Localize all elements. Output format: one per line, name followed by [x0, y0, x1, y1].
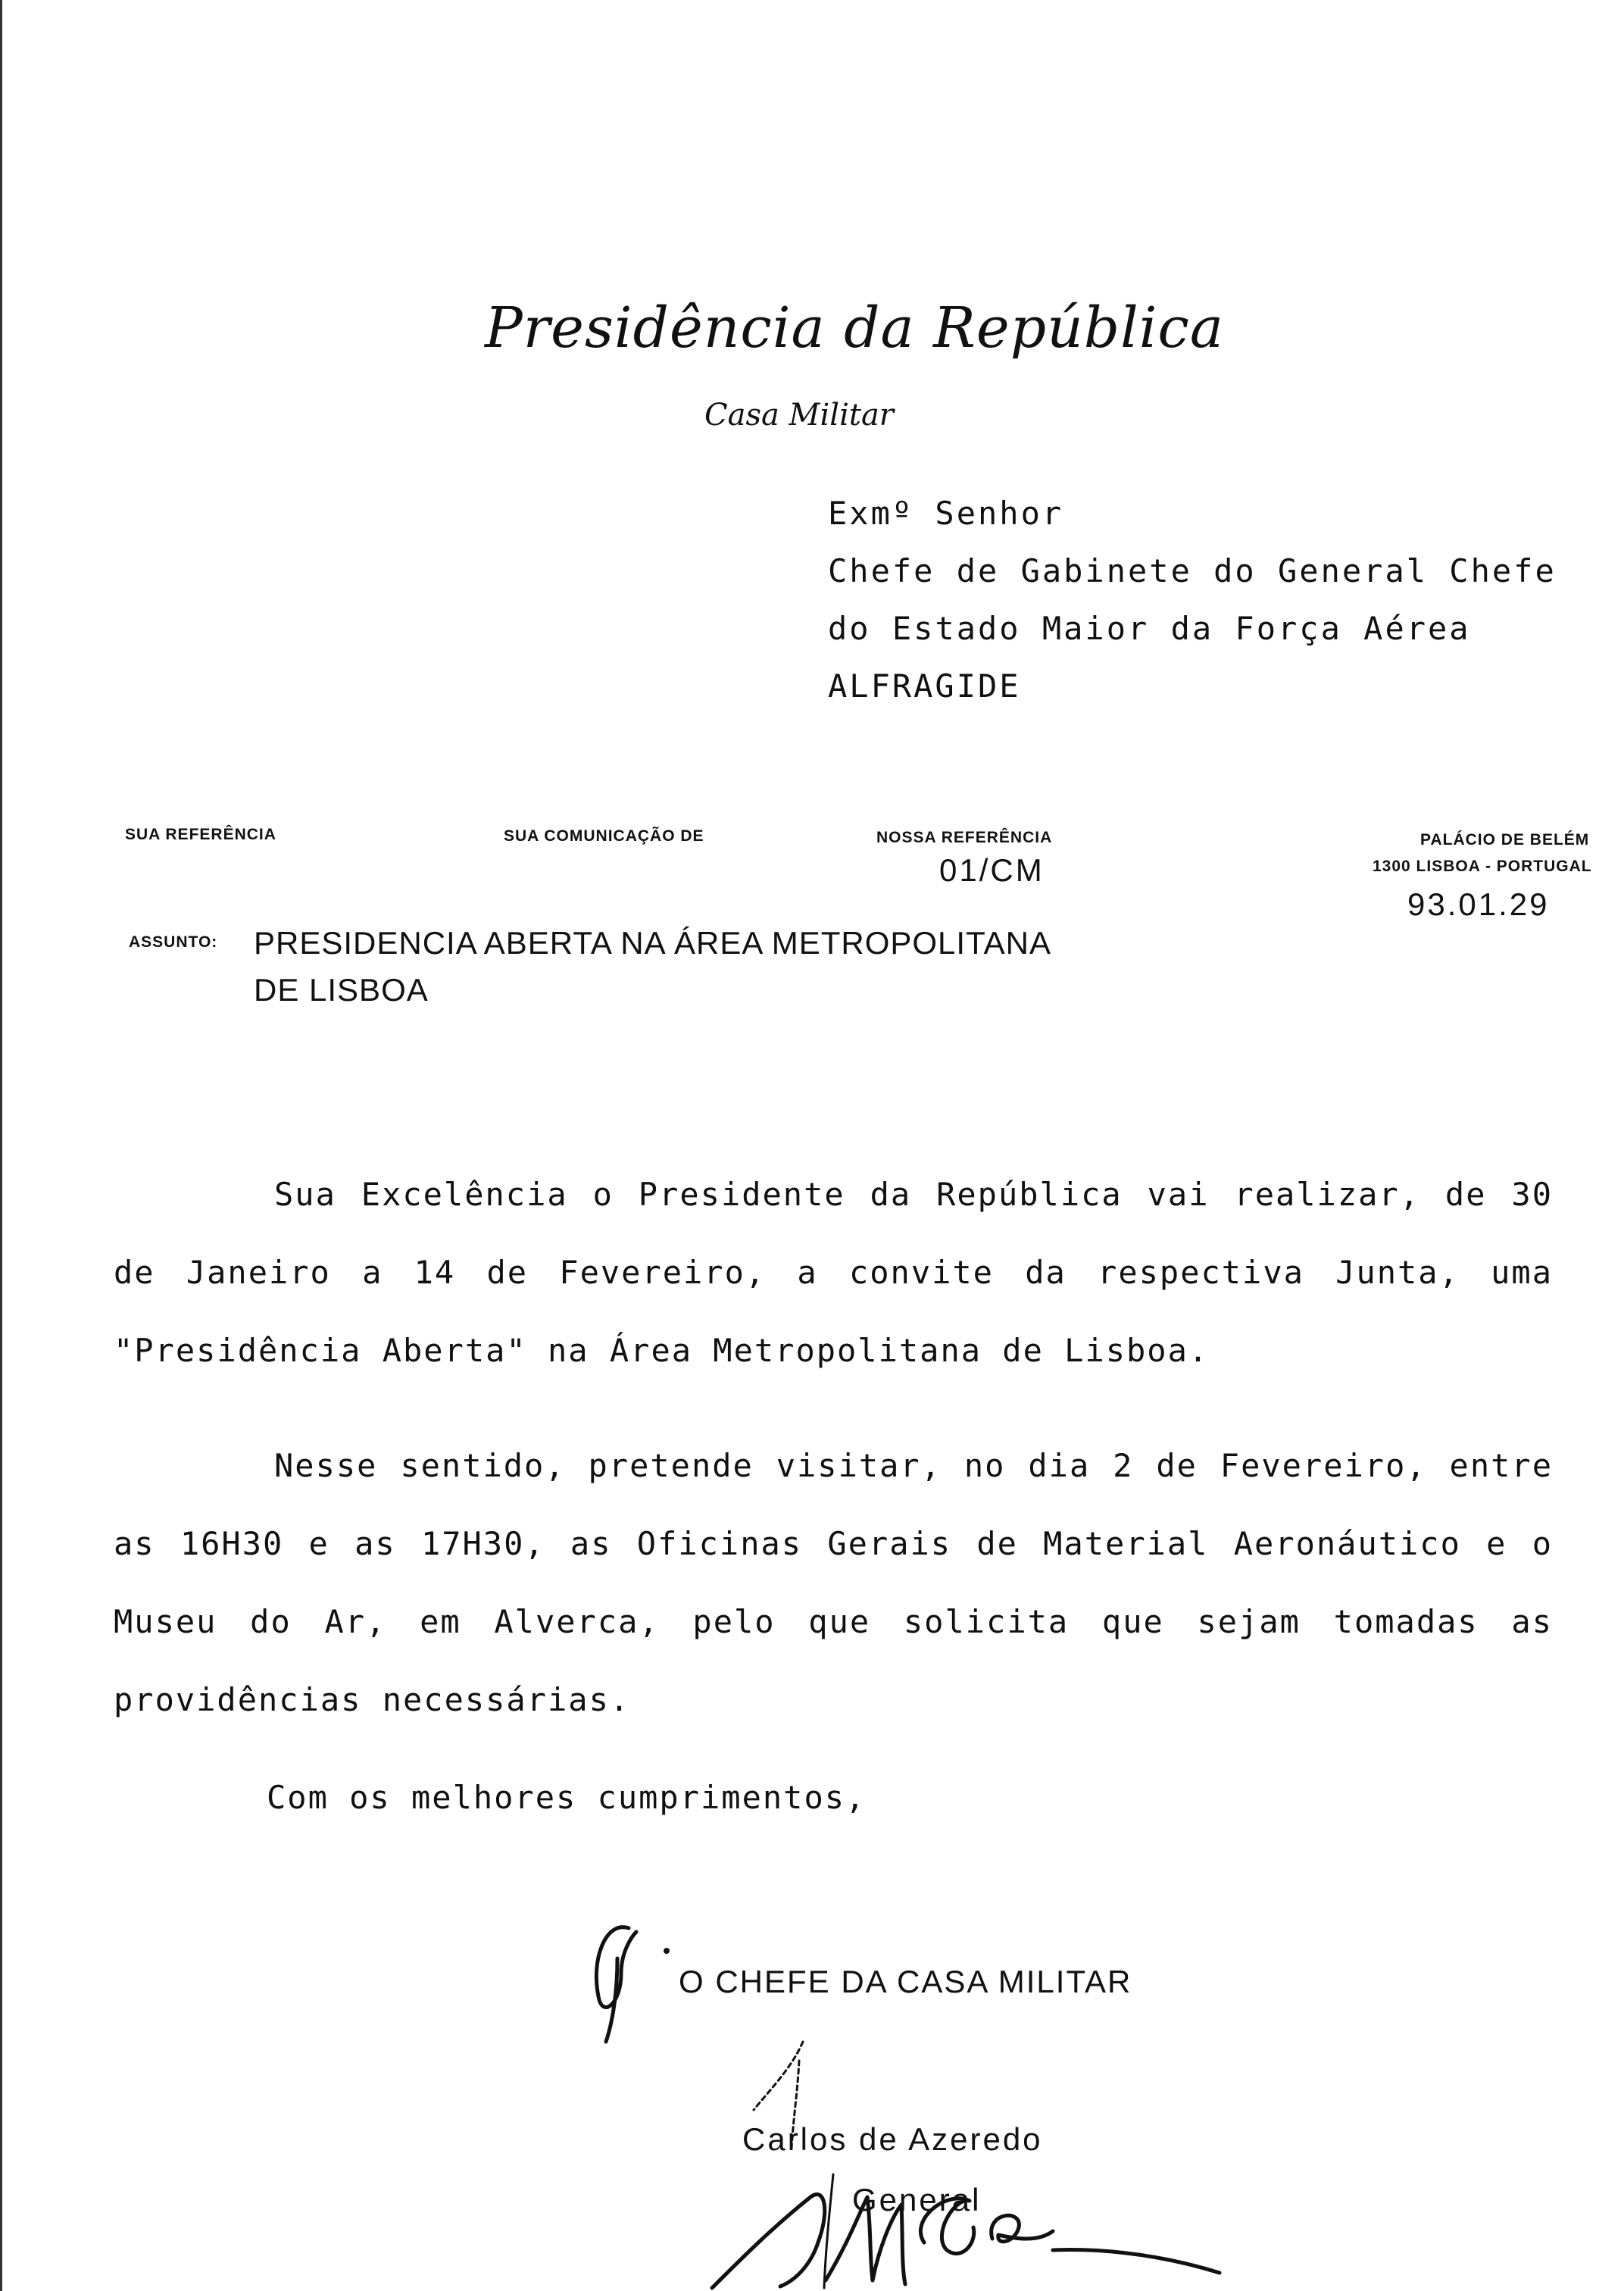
subject-line-1: PRESIDENCIA ABERTA NA ÁREA METROPOLITANA — [254, 925, 1051, 961]
closing-line: Com os melhores cumprimentos, — [267, 1779, 867, 1816]
signatory-rank: General — [852, 2182, 982, 2218]
body-paragraph-2-text: Nesse sentido, pretende visitar, no dia 2 de Fevereiro, entre as 16H30 e as 17H30, as Oficinas Gerais de Material Aeronáutico e o Museu do Ar, em Alverca, pelo que solicita que sejam tomadas as providências necessárias. — [114, 1447, 1553, 1718]
palace-address-line1: PALÁCIO DE BELÉM — [1420, 831, 1590, 849]
sua-referencia-label: SUA REFERÊNCIA — [125, 826, 276, 843]
nossa-referencia-value: 01/CM — [939, 852, 1045, 888]
nossa-referencia-label: NOSSA REFERÊNCIA — [876, 829, 1053, 846]
subject-label: ASSUNTO: — [129, 933, 218, 951]
subject-text — [254, 920, 1051, 1014]
body-paragraph-1 — [114, 1155, 1553, 1389]
handwritten-signature — [697, 2167, 1242, 2291]
addressee-line-position: Chefe de Gabinete do General Chefe — [828, 552, 1557, 589]
page-edge-rule — [0, 0, 2, 2291]
signatory-title: O CHEFE DA CASA MILITAR — [679, 1964, 1132, 1999]
addressee-line-organization: do Estado Maior da Força Aérea — [828, 610, 1471, 647]
signatory-name: Carlos de Azeredo — [742, 2121, 1043, 2157]
initials-scribble — [576, 1913, 667, 2049]
body-paragraph-1-text: Sua Excelência o Presidente da República vai realizar, de 30 de Janeiro a 14 de Fevereiro, a convite da respectiva Junta, uma "Presidência Aberta" na Área Metropolitana de Lisboa. — [114, 1176, 1553, 1369]
letter-date: 93.01.29 — [1407, 886, 1550, 922]
letterhead-subtitle: Casa Militar — [704, 398, 894, 433]
letterhead-title: Presidência da República — [485, 295, 1224, 361]
sua-comunicacao-label: SUA COMUNICAÇÃO DE — [504, 827, 704, 845]
addressee-line-salutation: Exmº Senhor — [828, 495, 1064, 532]
addressee-block — [828, 485, 1557, 715]
subject-line-2: DE LISBOA — [254, 972, 429, 1008]
body-paragraph-2 — [114, 1427, 1553, 1739]
addressee-line-location: ALFRAGIDE — [828, 667, 1021, 705]
palace-address-line2: 1300 LISBOA - PORTUGAL — [1373, 858, 1592, 875]
